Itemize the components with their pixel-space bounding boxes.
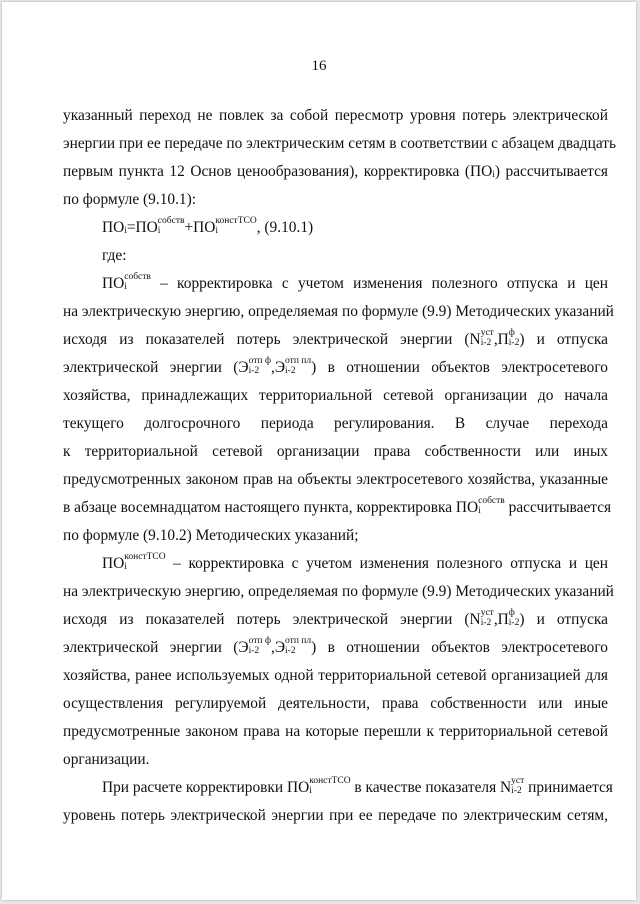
text-line: уровень потерь электрической энергии при ее передаче по электрическим сетям,: [63, 807, 608, 824]
text-line: предусмотренных законом прав на объекты электросетевого хозяйства, указанные: [63, 471, 608, 488]
text-line: исходя из показателей потерь электрической энергии (N уст i-2 ,П ф i-2 ) и отпуска: [63, 328, 608, 349]
text-line: ПО собств i – корректировка с учетом изменения полезного отпуска и цен: [102, 272, 608, 293]
text-line: ПО констТСО i – корректировка с учетом изменения полезного отпуска и цен: [102, 552, 608, 573]
text-line: первым пункта 12 Основ ценообразования), корректировка (ПО i ) рассчитывается: [63, 163, 608, 181]
text-line: осуществления регулируемой деятельности, права собственности или иные: [63, 695, 608, 712]
text-line: организации.: [63, 751, 150, 768]
text-line: хозяйства, принадлежащих территориальной сетевой организации до начала: [63, 387, 608, 404]
text-line: по формуле (9.10.2) Методических указаний;: [63, 527, 359, 544]
text-line: энергии при ее передаче по электрическим сетям в соответствии с абзацем двадцать: [63, 135, 617, 152]
text-line: на электрическую энергию, определяемая по формуле (9.9) Методических указаний: [63, 583, 614, 600]
formula-9-10-1: ПО i =ПО собств i +ПО констТСО i , (9.10.1): [102, 216, 314, 237]
text-line: к территориальной сетевой организации права собственности или иных: [63, 443, 608, 460]
page-number: 16: [311, 58, 327, 74]
text-line: на электрическую энергию, определяемая по формуле (9.9) Методических указаний: [63, 303, 614, 320]
text-line: электрической энергии (Э отп ф i-2 ,Э отп пл i-2 ) в отношении объектов электросетевого: [63, 356, 608, 377]
text-line: текущего долгосрочного периода регулирования. В случае перехода: [63, 415, 608, 432]
text-line: электрической энергии (Э отп ф i-2 ,Э отп пл i-2 ) в отношении объектов электросетевого: [63, 636, 608, 657]
text-line: хозяйства, ранее используемых одной территориальной сетевой организацией для: [63, 667, 608, 684]
text-line: исходя из показателей потерь электрической энергии (N уст i-2 ,П ф i-2 ) и отпуска: [63, 608, 608, 629]
document-body: [63, 102, 617, 830]
text-line: При расчете корректировки ПО констТСО i в качестве показателя N уст i-2 принимается: [102, 776, 613, 797]
text-line: в абзаце восемнадцатом настоящего пункта, корректировка ПО собств i рассчитывается: [63, 496, 612, 517]
text-line: предусмотренные законом права на которые перешли к территориальной сетевой: [63, 723, 608, 740]
text-line: по формуле (9.10.1):: [63, 191, 197, 208]
text-line: указанный переход не повлек за собой пересмотр уровня потерь электрической: [63, 107, 608, 124]
text-line: где:: [102, 247, 127, 264]
document-page: [2, 2, 636, 900]
